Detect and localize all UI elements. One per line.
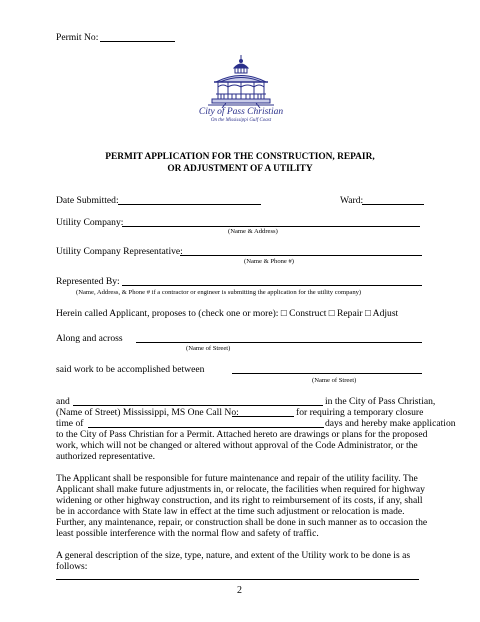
represented-by-hint: (Name, Address, & Phone # if a contractor or engineer is submitting the application for the utility company): [76, 289, 362, 296]
form-title-line-2: OR ADJUSTMENT OF A UTILITY: [167, 164, 313, 174]
p1-time-of: time of: [56, 418, 84, 429]
applicant-proposes-text: Herein called Applicant, proposes to (check one or more):: [56, 308, 279, 319]
representative-field[interactable]: [180, 255, 422, 256]
applicant-proposes: [56, 308, 398, 319]
p1-days-text: days and hereby make application: [325, 418, 456, 429]
p1-one-call-label: (Name of Street) Mississippi, MS One Call No:: [56, 407, 239, 418]
p2-line: Further, any maintenance, repair, or construction shall be done in such manner as to occasion the: [56, 517, 428, 528]
p1-city-text: in the City of Pass Christian,: [325, 396, 436, 407]
street-hint-2: (Name of Street): [312, 377, 357, 384]
checkbox-construct[interactable]: □: [280, 308, 287, 319]
option-adjust-label: Adjust: [372, 308, 399, 319]
logo-tagline: On the Mississippi Gulf Coast: [210, 118, 272, 123]
time-of-field[interactable]: [88, 427, 324, 428]
option-repair-label: Repair: [336, 308, 363, 319]
p2-line: Applicant shall make future adjustments in, or relocate, the facilities when required for highway: [56, 484, 425, 495]
utility-company-field[interactable]: [122, 226, 420, 227]
street-hint-1: (Name of Street): [186, 345, 231, 352]
option-construct-label: Construct: [289, 308, 327, 319]
p2-line: least possible interference with the normal flow and safety of traffic.: [56, 528, 319, 539]
city-logo: [196, 54, 286, 124]
permit-no-field[interactable]: [100, 41, 175, 42]
checkbox-repair[interactable]: □: [328, 308, 335, 319]
and-street-field[interactable]: [73, 405, 323, 406]
p1-line-5: work, which will not be changed or altered without approval of the Code Administrator, or the: [56, 440, 418, 451]
p1-closure-text: for requiring a temporary closure: [296, 407, 424, 418]
page-number: 2: [237, 585, 242, 596]
p2-line: The Applicant shall be responsible for future maintenance and repair of the utility facility. The: [56, 473, 418, 484]
p1-line-4: to the City of Pass Christian for a Permit. Attached hereto are drawings or plans for the proposed: [56, 429, 428, 440]
said-work-label: said work to be accomplished between: [56, 364, 205, 375]
checkbox-adjust[interactable]: □: [364, 308, 371, 319]
utility-company-hint: (Name & Address): [228, 228, 278, 235]
p3-line: A general description of the size, type, nature, and extent of the Utility work to be done is as: [56, 550, 411, 561]
ward-field[interactable]: [362, 204, 424, 205]
p1-and: and: [56, 396, 70, 407]
date-submitted-label: Date Submitted:: [56, 195, 119, 206]
utility-company-label: Utility Company:: [56, 217, 124, 228]
said-work-field[interactable]: [232, 373, 422, 374]
along-across-field[interactable]: [136, 342, 422, 343]
along-across-label: Along and across: [56, 333, 123, 344]
representative-hint: (Name & Phone #): [244, 258, 294, 265]
p2-line: be in accordance with State law in effect at the time such adjustment or relocation is made.: [56, 506, 405, 517]
p2-line: widening or other highway construction, and its right to reimbursement of its costs, if any, shall: [56, 495, 423, 506]
date-submitted-field[interactable]: [118, 204, 261, 205]
logo-city-name: City of Pass Christian: [198, 107, 284, 117]
ms-one-call-field[interactable]: [232, 416, 294, 417]
gazebo-icon: [196, 54, 286, 110]
description-field[interactable]: [56, 579, 419, 580]
ward-label: Ward:: [340, 195, 364, 206]
representative-label: Utility Company Representative:: [56, 246, 183, 257]
p1-line-6: authorized representative.: [56, 451, 156, 462]
p3-line: follows:: [56, 561, 88, 572]
represented-by-field[interactable]: [122, 285, 422, 286]
represented-by-label: Represented By:: [56, 276, 120, 287]
permit-no-label: Permit No:: [56, 32, 99, 43]
form-title-line-1: PERMIT APPLICATION FOR THE CONSTRUCTION, REPAIR,: [105, 152, 375, 162]
